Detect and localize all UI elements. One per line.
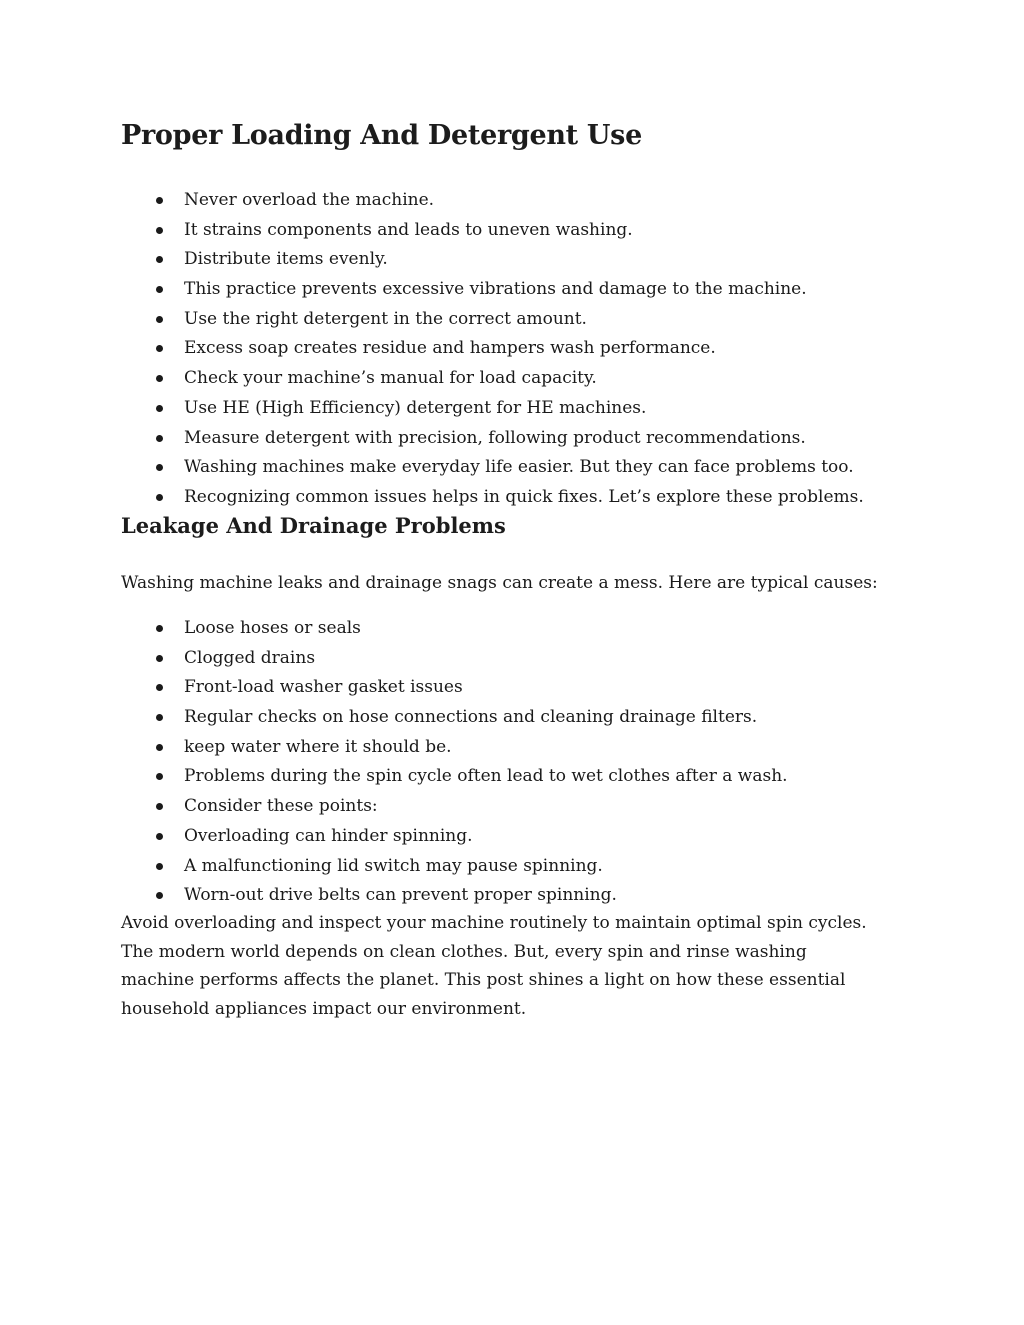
bullet-icon: [156, 833, 163, 840]
bullet-icon: [156, 744, 163, 751]
bullet-icon: [156, 435, 163, 442]
list-item: Overloading can hinder spinning.: [121, 822, 788, 852]
list-item: Use the right detergent in the correct amount.: [121, 305, 864, 335]
list-item: Use HE (High Efficiency) detergent for HE machines.: [121, 394, 864, 424]
list-item: Never overload the machine.: [121, 186, 864, 216]
intro-paragraph: Washing machine leaks and drainage snags can create a mess. Here are typical causes:: [121, 573, 878, 593]
bullet-icon: [156, 256, 163, 263]
bullet-icon: [156, 684, 163, 691]
list-item: Problems during the spin cycle often lead to wet clothes after a wash.: [121, 762, 788, 792]
list-item: It strains components and leads to uneven washing.: [121, 216, 864, 246]
section-heading-loading: Proper Loading And Detergent Use: [121, 120, 642, 151]
list-item: keep water where it should be.: [121, 733, 788, 763]
list-item: Front-load washer gasket issues: [121, 673, 788, 703]
bullet-icon: [156, 227, 163, 234]
bullet-icon: [156, 714, 163, 721]
bullet-icon: [156, 863, 163, 870]
bullet-icon: [156, 892, 163, 899]
list-item: Measure detergent with precision, following product recommendations.: [121, 424, 864, 454]
paragraph-line: machine performs affects the planet. This post shines a light on how these essential: [121, 970, 846, 991]
bullet-icon: [156, 803, 163, 810]
list-item: Check your machine’s manual for load capacity.: [121, 364, 864, 394]
bullet-icon: [156, 625, 163, 632]
list-item: Clogged drains: [121, 644, 788, 674]
section-heading-leakage: Leakage And Drainage Problems: [121, 513, 506, 538]
bullet-icon: [156, 655, 163, 662]
list-leakage-causes: [121, 614, 788, 911]
bullet-icon: [156, 494, 163, 501]
list-item: Washing machines make everyday life easier. But they can face problems too.: [121, 453, 864, 483]
bullet-icon: [156, 197, 163, 204]
list-item: This practice prevents excessive vibrations and damage to the machine.: [121, 275, 864, 305]
list-item: Regular checks on hose connections and cleaning drainage filters.: [121, 703, 788, 733]
bullet-icon: [156, 405, 163, 412]
bullet-icon: [156, 464, 163, 471]
bullet-icon: [156, 286, 163, 293]
list-item: Recognizing common issues helps in quick fixes. Let’s explore these problems.: [121, 483, 864, 513]
list-loading-tips: [121, 186, 864, 513]
list-item: Loose hoses or seals: [121, 614, 788, 644]
list-item: Consider these points:: [121, 792, 788, 822]
closing-paragraph: [121, 909, 867, 1023]
paragraph-line: household appliances impact our environment.: [121, 998, 527, 1019]
list-item: Worn-out drive belts can prevent proper spinning.: [121, 881, 788, 911]
bullet-icon: [156, 345, 163, 352]
bullet-icon: [156, 316, 163, 323]
bullet-icon: [156, 773, 163, 780]
bullet-icon: [156, 375, 163, 382]
paragraph-line: Avoid overloading and inspect your machine routinely to maintain optimal spin cycles.: [121, 913, 867, 933]
paragraph-line: The modern world depends on clean clothes. But, every spin and rinse washing: [121, 941, 807, 962]
list-item: Distribute items evenly.: [121, 245, 864, 275]
list-item: A malfunctioning lid switch may pause spinning.: [121, 852, 788, 882]
list-item: Excess soap creates residue and hampers wash performance.: [121, 334, 864, 364]
